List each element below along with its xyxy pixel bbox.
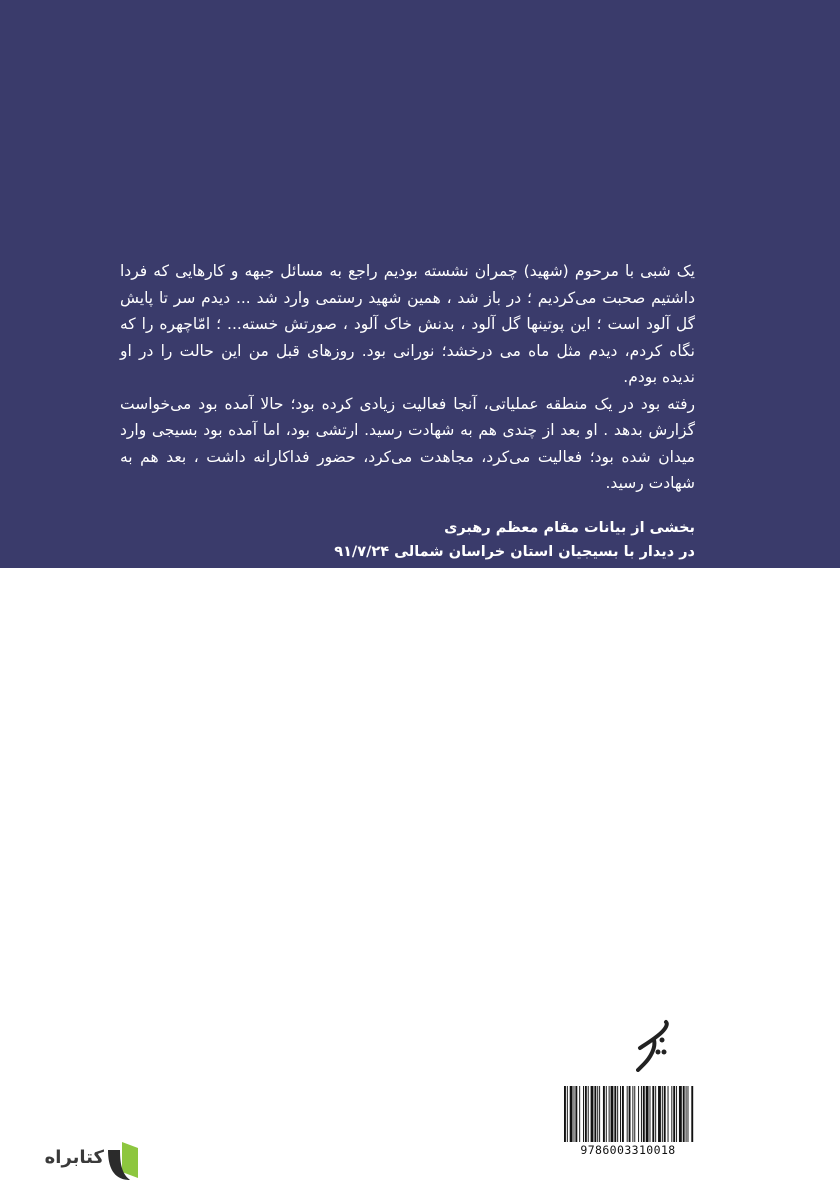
barcode-bar	[643, 1086, 645, 1142]
barcode-bar	[668, 1086, 669, 1142]
barcode-bar	[597, 1086, 598, 1142]
barcode-bar	[570, 1086, 573, 1142]
barcode-bar	[676, 1086, 677, 1142]
barcode-bar	[614, 1086, 616, 1142]
brand-name: کتابراه	[44, 1147, 104, 1168]
barcode-bar	[688, 1086, 689, 1142]
barcode-bar	[673, 1086, 675, 1142]
quote-text	[120, 258, 695, 497]
barcode-bar	[620, 1086, 621, 1142]
source-line-1: بخشی از بیانات مقام معظم رهبری	[444, 520, 695, 536]
barcode-bar	[609, 1086, 610, 1142]
barcode-bars	[560, 1086, 696, 1142]
barcode-bar	[611, 1086, 614, 1142]
barcode-bar	[634, 1086, 635, 1142]
barcode-bar	[629, 1086, 631, 1142]
barcode-bar	[641, 1086, 642, 1142]
barcode-bar	[646, 1086, 649, 1142]
barcode-bar	[567, 1086, 568, 1142]
barcode-bar	[574, 1086, 575, 1142]
ketabrah-book-icon	[100, 1138, 146, 1184]
barcode-bar	[658, 1086, 661, 1142]
quote-paragraph-2: رفته بود در یک منطقه عملیاتی، آنجا فعالیت زیادی کرده بود؛ حالا آمده بود می‌خواست گزارش بدهد . او بعد از چندی هم به شهادت رسید. ارتشی بود، اما آمده بود بسیجی وارد میدان شده بود؛ فعالیت می‌کرد، مجاهدت می‌کرد، حضور فداکارانه داشت ، بعد هم به شهادت رسید.	[120, 394, 695, 492]
barcode-bar	[686, 1086, 687, 1142]
barcode-bar	[591, 1086, 594, 1142]
barcode-bar	[579, 1086, 580, 1142]
barcode-bar	[564, 1086, 566, 1142]
ketabrah-logo	[24, 1138, 144, 1182]
barcode-bar	[683, 1086, 685, 1142]
quote-source	[300, 516, 695, 564]
barcode-bar	[583, 1086, 584, 1142]
barcode-bar	[599, 1086, 600, 1142]
barcode-bar	[594, 1086, 596, 1142]
isbn-barcode	[560, 1086, 696, 1158]
barcode-bar	[588, 1086, 589, 1142]
barcode-bar	[652, 1086, 654, 1142]
barcode-bar	[627, 1086, 628, 1142]
barcode-bar	[655, 1086, 656, 1142]
barcode-bar	[638, 1086, 639, 1142]
barcode-bar	[632, 1086, 633, 1142]
barcode-bar	[622, 1086, 624, 1142]
barcode-bar	[575, 1086, 577, 1142]
barcode-bar	[679, 1086, 682, 1142]
barcode-bar	[585, 1086, 587, 1142]
quote-paragraph-1: یک شبی با مرحوم (شهید) چمران نشسته بودیم راجع به مسائل جبهه و کارهایی که فردا داشتیم صحبت می‌کردیم ؛ در باز شد ، همین شهید رستمی وارد شد ... دیدم سر تا پایش گل آلود است ؛ این پوتینها گل آلود ، بدنش خاک آلود ، صورتش خسته... ؛ امّاچهره را که نگاه کردم، دیدم مثل ماه می درخشد؛ نورانی بود. روزهای قبل من این حالت را در او ندیده بودم.	[120, 262, 695, 386]
barcode-bar	[664, 1086, 666, 1142]
barcode-bar	[691, 1086, 693, 1142]
barcode-bar	[617, 1086, 618, 1142]
barcode-bar	[606, 1086, 607, 1142]
source-line-2: در دیدار با بسیجیان استان خراسان شمالی ۹۱/۷/۲۴	[334, 544, 695, 560]
barcode-bar	[650, 1086, 651, 1142]
barcode-bar	[603, 1086, 605, 1142]
publisher-logo-icon	[636, 1018, 672, 1072]
cover-color-panel	[0, 0, 840, 568]
barcode-bar	[671, 1086, 672, 1142]
barcode-bar	[662, 1086, 663, 1142]
barcode-number: 9786003310018	[580, 1143, 676, 1157]
